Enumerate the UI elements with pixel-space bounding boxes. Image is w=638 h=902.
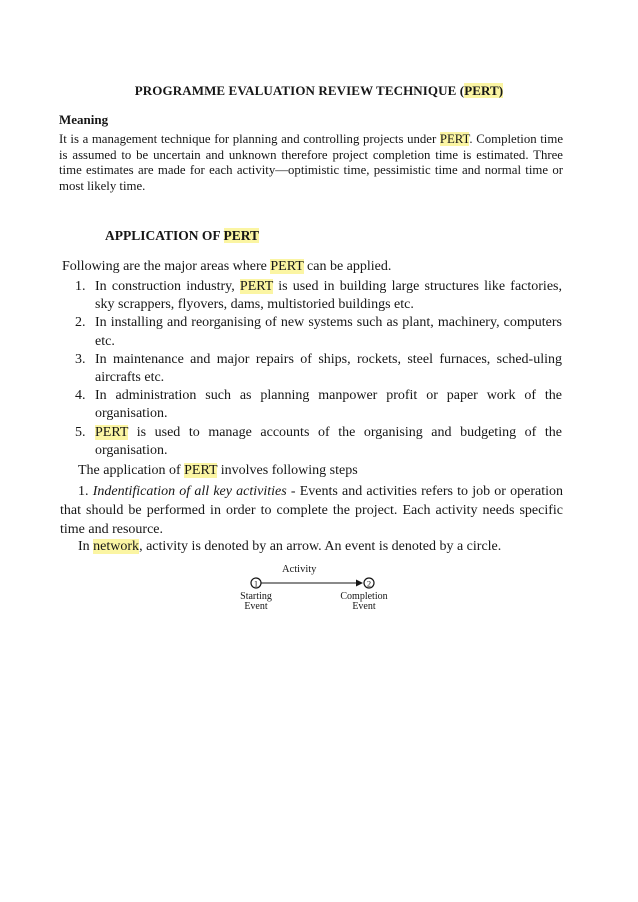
list-number: 4. <box>75 388 86 404</box>
list-item <box>70 387 562 423</box>
list-number: 5. <box>75 424 86 440</box>
list-item <box>70 424 562 460</box>
list-text-after: is used to manage accounts of the organising and budgeting of the organisation. <box>95 424 562 458</box>
list-item <box>70 278 562 314</box>
application-list <box>70 278 562 460</box>
list-number: 2. <box>75 315 86 331</box>
application-heading-text: APPLICATION OF <box>105 228 224 243</box>
list-text: In administration such as planning manpower profit or paper work of the organisation. <box>95 388 562 422</box>
step-number: 1. <box>78 484 93 499</box>
list-highlight: PERT <box>239 279 274 294</box>
steps-intro-text-after: involves following steps <box>217 463 358 478</box>
list-text: In installing and reorganising of new systems such as plant, machinery, computers etc. <box>95 315 562 349</box>
network-text-after: , activity is denoted by an arrow. An event is denoted by a circle. <box>139 539 502 554</box>
title-text: PROGRAMME EVALUATION REVIEW TECHNIQUE ( <box>134 83 465 98</box>
list-text: In construction industry, <box>95 279 240 294</box>
activity-arrow-head <box>356 580 363 587</box>
application-heading-highlight: PERT <box>223 228 260 243</box>
steps-intro-text: The application of <box>78 463 185 478</box>
starting-event-label <box>226 592 286 612</box>
list-number: 1. <box>75 279 86 294</box>
start-event-number: 1 <box>253 578 259 589</box>
intro-text-after: can be applied. <box>303 259 392 274</box>
meaning-highlight: PERT <box>439 132 470 146</box>
step-title: Indentification of all key activities <box>92 484 287 499</box>
step-1-paragraph <box>60 482 563 539</box>
steps-intro-highlight: PERT <box>184 463 218 478</box>
page-title <box>0 83 638 99</box>
completion-event-number: 2 <box>366 578 372 589</box>
network-sentence <box>78 539 501 555</box>
meaning-text: It is a management technique for planning and controlling projects under <box>59 132 440 146</box>
application-heading <box>105 228 259 244</box>
activity-event-diagram <box>218 562 418 622</box>
application-intro <box>62 259 391 275</box>
starting-label-line-1: Starting <box>240 591 272 602</box>
meaning-text-after: . Completion time is assumed to be uncertain and unknown therefore project completion time is estimated. Three time estimates are made for each activity—optimistic time, pessimistic time and normal time or most likely time. <box>59 132 563 193</box>
list-text: In maintenance and major repairs of ships, rockets, steel furnaces, sched-uling aircrafts etc. <box>95 351 562 386</box>
starting-label-line-2: Event <box>244 601 268 612</box>
completion-event-label <box>326 592 402 612</box>
network-highlight: network <box>93 539 140 554</box>
completion-label-line-1: Completion <box>340 591 388 602</box>
list-text-after: is used in building large structures like factories, sky scrappers, flyovers, dams, multistoried buildings etc. <box>95 279 562 313</box>
list-number: 3. <box>75 351 86 367</box>
list-highlight: PERT <box>95 424 129 440</box>
steps-intro <box>78 463 358 479</box>
meaning-paragraph <box>59 132 563 194</box>
step-text: - Events and activities refers to job or operation that should be performed in order to complete the project. Each activity needs specific time and resource. <box>60 484 563 537</box>
completion-label-line-2: Event <box>352 601 376 612</box>
network-text: In <box>78 539 94 554</box>
activity-label: Activity <box>282 564 317 575</box>
title-highlight: PERT) <box>464 83 504 98</box>
list-item <box>70 314 562 350</box>
list-item <box>70 351 562 387</box>
intro-text: Following are the major areas where <box>62 259 271 274</box>
meaning-heading: Meaning <box>59 112 109 127</box>
intro-highlight: PERT <box>270 259 304 274</box>
